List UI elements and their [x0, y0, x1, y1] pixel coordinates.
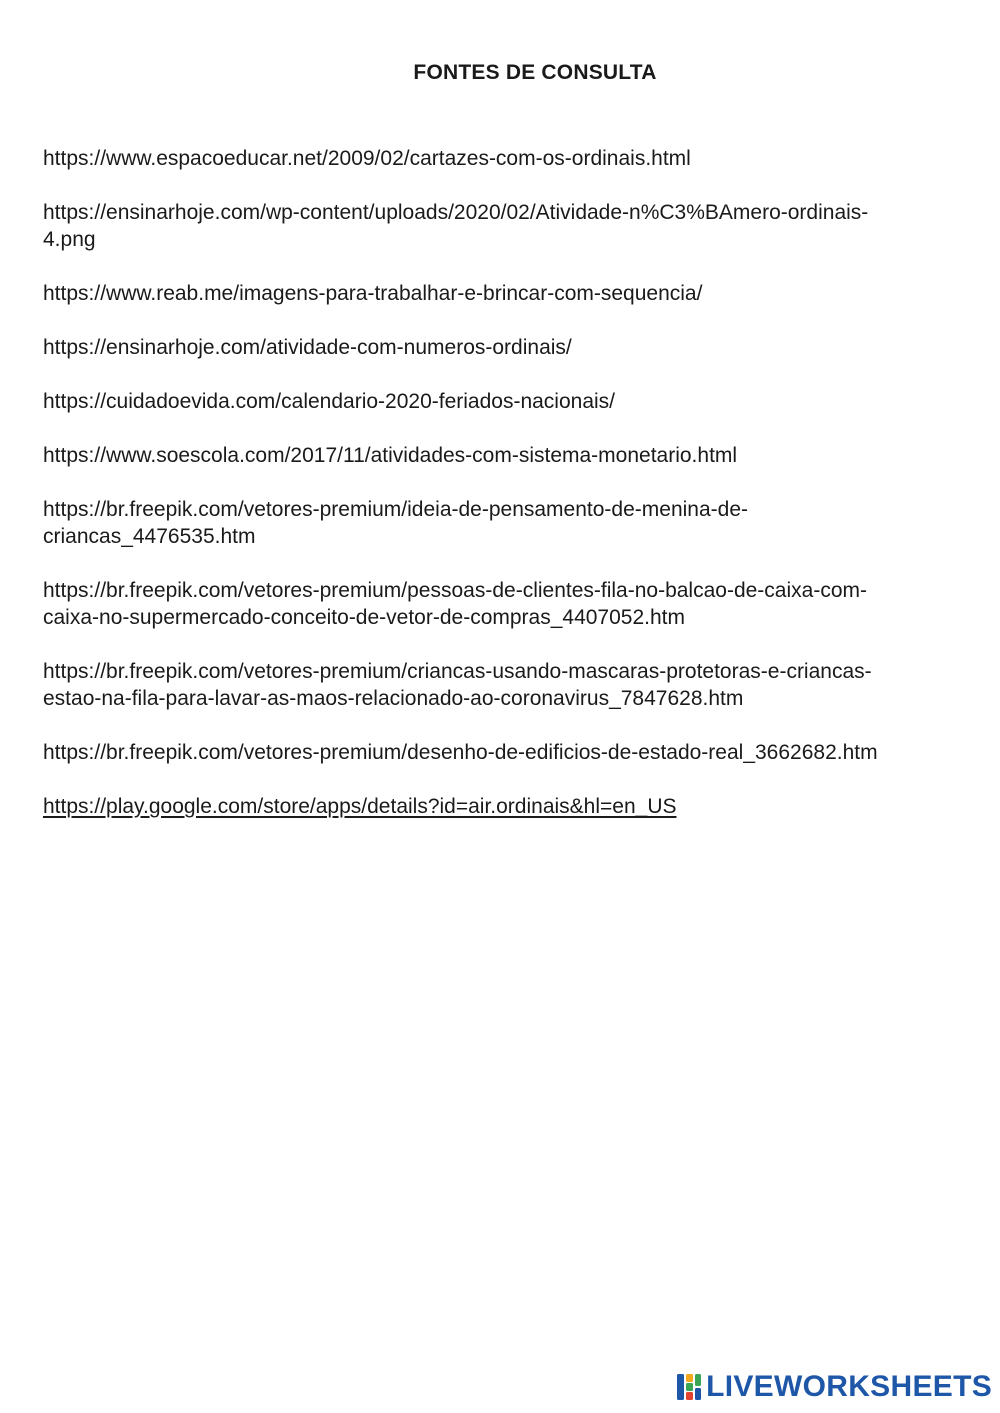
- source-link-3: https://www.reab.me/imagens-para-trabalhar-e-brincar-com-sequencia/: [43, 282, 703, 305]
- source-list: [43, 145, 983, 847]
- source-link-8: https://br.freepik.com/vetores-premium/pessoas-de-clientes-fila-no-balcao-de-caixa-com- caixa-no-supermercado-conceito-de-vetor-de-compras_4407052.htm: [43, 579, 867, 629]
- liveworksheets-logo[interactable]: [676, 1369, 992, 1405]
- source-link-5: https://cuidadoevida.com/calendario-2020-feriados-nacionais/: [43, 390, 616, 413]
- source-link-4: https://ensinarhoje.com/atividade-com-numeros-ordinais/: [43, 336, 572, 359]
- source-link-7: https://br.freepik.com/vetores-premium/ideia-de-pensamento-de-menina-de- criancas_4476535.htm: [43, 498, 748, 548]
- source-link-google-play[interactable]: https://play.google.com/store/apps/details?id=air.ordinais&hl=en_US: [43, 795, 677, 818]
- liveworksheets-logo-icon: [676, 1373, 702, 1401]
- source-link-10: https://br.freepik.com/vetores-premium/desenho-de-edificios-de-estado-real_3662682.htm: [43, 741, 878, 764]
- source-link-9: https://br.freepik.com/vetores-premium/criancas-usando-mascaras-protetoras-e-criancas- estao-na-fila-para-lavar-as-maos-relacionado-ao-coronavirus_7847628.htm: [43, 660, 872, 710]
- source-link-1: https://www.espacoeducar.net/2009/02/cartazes-com-os-ordinais.html: [43, 147, 691, 170]
- source-link-6: https://www.soescola.com/2017/11/atividades-com-sistema-monetario.html: [43, 444, 738, 467]
- liveworksheets-logo-text: LIVEWORKSHEETS: [706, 1370, 992, 1403]
- page-title: FONTES DE CONSULTA: [413, 61, 657, 84]
- source-link-2: https://ensinarhoje.com/wp-content/uploads/2020/02/Atividade-n%C3%BAmero-ordinais- 4.png: [43, 201, 869, 251]
